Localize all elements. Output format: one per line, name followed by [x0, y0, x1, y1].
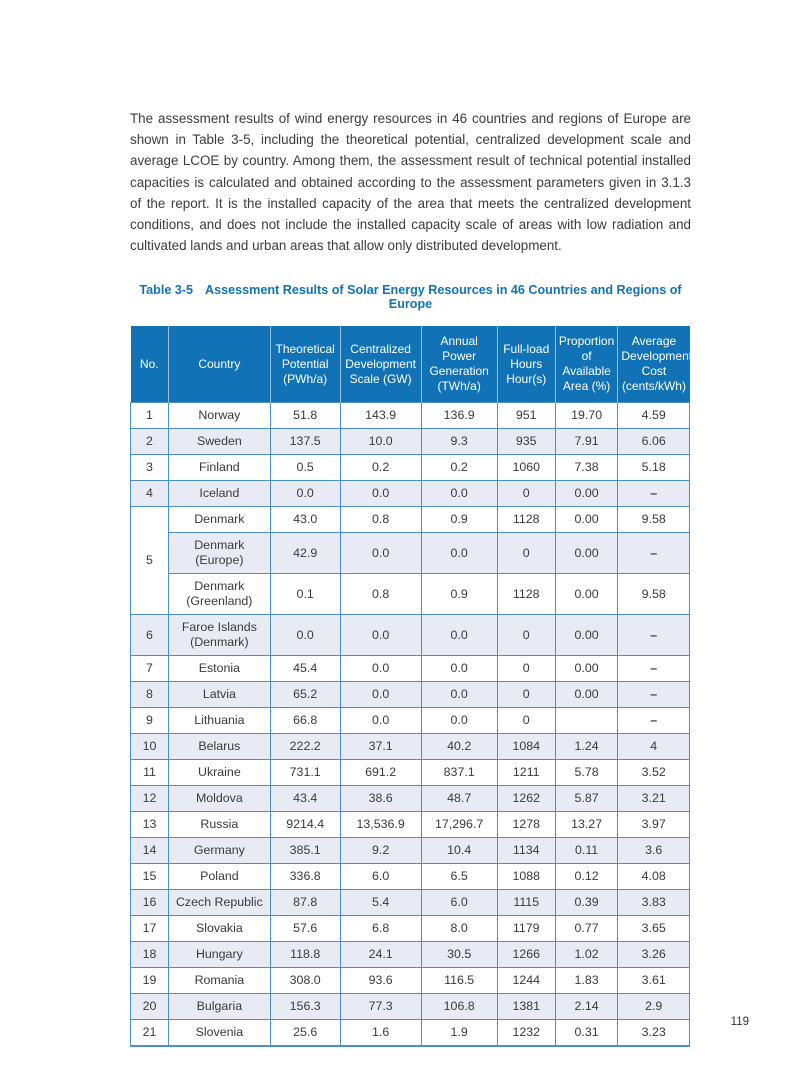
value-cell: 0.5 [270, 455, 340, 481]
value-cell: 1134 [497, 838, 555, 864]
country-cell: Belarus [169, 734, 271, 760]
value-cell: 7.38 [555, 455, 618, 481]
value-cell: 42.9 [270, 533, 340, 574]
country-cell: Hungary [169, 942, 271, 968]
value-cell: 5.87 [555, 786, 618, 812]
value-cell: 0.0 [340, 533, 421, 574]
column-header-theoretical-potential: Theoretical Potential (PWh/a) [270, 326, 340, 403]
table-body [131, 403, 690, 1047]
value-cell: 0.00 [555, 615, 618, 656]
value-cell: 93.6 [340, 968, 421, 994]
country-cell: Ukraine [169, 760, 271, 786]
value-cell: 0.9 [421, 507, 497, 533]
value-cell: 222.2 [270, 734, 340, 760]
row-number-cell: 3 [131, 455, 169, 481]
value-cell: 48.7 [421, 786, 497, 812]
table-row [131, 864, 690, 890]
value-cell: 0.12 [555, 864, 618, 890]
row-number-cell: 5 [131, 507, 169, 615]
value-cell: 156.3 [270, 994, 340, 1020]
value-cell: 0.0 [340, 708, 421, 734]
value-cell: 1262 [497, 786, 555, 812]
value-cell: 118.8 [270, 942, 340, 968]
value-cell: 10.4 [421, 838, 497, 864]
value-cell: 17,296.7 [421, 812, 497, 838]
value-cell: 0.00 [555, 656, 618, 682]
country-cell: Moldova [169, 786, 271, 812]
value-cell: 116.5 [421, 968, 497, 994]
table-row [131, 890, 690, 916]
value-cell: 0.0 [340, 481, 421, 507]
value-cell: 9.58 [618, 574, 690, 615]
value-cell: 0 [497, 615, 555, 656]
value-cell: 385.1 [270, 838, 340, 864]
value-cell: – [618, 708, 690, 734]
value-cell: 308.0 [270, 968, 340, 994]
value-cell: 143.9 [340, 403, 421, 429]
column-header-average-development-cost: Average Development Cost (cents/kWh) [618, 326, 690, 403]
value-cell: 30.5 [421, 942, 497, 968]
row-number-cell: 19 [131, 968, 169, 994]
value-cell: 1088 [497, 864, 555, 890]
row-number-cell: 2 [131, 429, 169, 455]
value-cell: 43.0 [270, 507, 340, 533]
value-cell: 51.8 [270, 403, 340, 429]
value-cell: 3.61 [618, 968, 690, 994]
column-header-no: No. [131, 326, 169, 403]
value-cell: 691.2 [340, 760, 421, 786]
table-caption [130, 283, 691, 311]
value-cell [555, 708, 618, 734]
country-cell: Czech Republic [169, 890, 271, 916]
country-cell: Slovenia [169, 1020, 271, 1047]
country-cell: Bulgaria [169, 994, 271, 1020]
value-cell: 0.39 [555, 890, 618, 916]
table-row [131, 708, 690, 734]
value-cell: 1381 [497, 994, 555, 1020]
value-cell: 0.0 [421, 615, 497, 656]
value-cell: 9214.4 [270, 812, 340, 838]
value-cell: 0.0 [340, 656, 421, 682]
table-header-row [131, 326, 690, 403]
value-cell: 8.0 [421, 916, 497, 942]
value-cell: 1.9 [421, 1020, 497, 1047]
row-number-cell: 6 [131, 615, 169, 656]
value-cell: 0.0 [340, 682, 421, 708]
value-cell: 0.2 [421, 455, 497, 481]
value-cell: 3.6 [618, 838, 690, 864]
value-cell: 3.97 [618, 812, 690, 838]
table-row [131, 1020, 690, 1047]
row-number-cell: 7 [131, 656, 169, 682]
value-cell: 5.18 [618, 455, 690, 481]
table-caption-label: Table 3-5 [139, 283, 194, 298]
country-cell: Latvia [169, 682, 271, 708]
row-number-cell: 9 [131, 708, 169, 734]
row-number-cell: 12 [131, 786, 169, 812]
value-cell: 0.0 [421, 656, 497, 682]
value-cell: 336.8 [270, 864, 340, 890]
value-cell: 0.2 [340, 455, 421, 481]
row-number-cell: 14 [131, 838, 169, 864]
column-header-proportion-available-area: Proportion of Available Area (%) [555, 326, 618, 403]
value-cell: 13.27 [555, 812, 618, 838]
value-cell: 2.14 [555, 994, 618, 1020]
column-header-centralized-development-scale: Centralized Development Scale (GW) [340, 326, 421, 403]
value-cell: 37.1 [340, 734, 421, 760]
value-cell: 77.3 [340, 994, 421, 1020]
country-cell: Lithuania [169, 708, 271, 734]
value-cell: 0.8 [340, 574, 421, 615]
value-cell: 731.1 [270, 760, 340, 786]
row-number-cell: 13 [131, 812, 169, 838]
table-caption-text: Assessment Results of Solar Energy Resources in 46 Countries and Regions of Europe [205, 283, 682, 312]
value-cell: 0.0 [421, 481, 497, 507]
value-cell: 6.06 [618, 429, 690, 455]
table-row [131, 916, 690, 942]
value-cell: 1.24 [555, 734, 618, 760]
value-cell: 1232 [497, 1020, 555, 1047]
country-cell: Slovakia [169, 916, 271, 942]
value-cell: 0.00 [555, 533, 618, 574]
value-cell: 837.1 [421, 760, 497, 786]
value-cell: 1.02 [555, 942, 618, 968]
assessment-results-table [130, 326, 693, 1047]
row-number-cell: 18 [131, 942, 169, 968]
table-row [131, 615, 690, 656]
value-cell: 5.78 [555, 760, 618, 786]
table-row [131, 656, 690, 682]
row-number-cell: 21 [131, 1020, 169, 1047]
value-cell: 1115 [497, 890, 555, 916]
column-header-annual-power-generation: Annual Power Generation (TWh/a) [421, 326, 497, 403]
table-row [131, 838, 690, 864]
value-cell: 3.52 [618, 760, 690, 786]
table-row [131, 403, 690, 429]
value-cell: 3.65 [618, 916, 690, 942]
table-row [131, 734, 690, 760]
country-cell: Germany [169, 838, 271, 864]
value-cell: 935 [497, 429, 555, 455]
value-cell: 0.31 [555, 1020, 618, 1047]
value-cell: 0.0 [340, 615, 421, 656]
value-cell: 87.8 [270, 890, 340, 916]
row-number-cell: 1 [131, 403, 169, 429]
value-cell: 1278 [497, 812, 555, 838]
value-cell: 13,536.9 [340, 812, 421, 838]
value-cell: 1128 [497, 507, 555, 533]
value-cell: 0.77 [555, 916, 618, 942]
country-cell: Sweden [169, 429, 271, 455]
row-number-cell: 10 [131, 734, 169, 760]
value-cell: 136.9 [421, 403, 497, 429]
table-row [131, 481, 690, 507]
value-cell: 0 [497, 533, 555, 574]
value-cell: 0.00 [555, 481, 618, 507]
table-row [131, 994, 690, 1020]
value-cell: 0 [497, 708, 555, 734]
table-row [131, 942, 690, 968]
value-cell: 0 [497, 481, 555, 507]
value-cell: 1060 [497, 455, 555, 481]
page-content [130, 0, 691, 1047]
row-number-cell: 17 [131, 916, 169, 942]
value-cell: 3.23 [618, 1020, 690, 1047]
value-cell: 45.4 [270, 656, 340, 682]
value-cell: 3.21 [618, 786, 690, 812]
value-cell: 1128 [497, 574, 555, 615]
value-cell: – [618, 481, 690, 507]
intro-paragraph: The assessment results of wind energy resources in 46 countries and regions of Europe are shown in Table 3-5, including the theoretical potential, centralized development scale and average LCOE by country. Among them, the assessment result of technical potential installed capacities is calculated and obtained according to the assessment parameters given in 3.1.3 of the report. It is the installed capacity of the area that meets the centralized development conditions, and does not include the installed capacity scale of areas with low radiation and cultivated lands and urban areas that allow only distributed development. [130, 111, 691, 254]
value-cell: 0 [497, 682, 555, 708]
value-cell: 0.0 [421, 708, 497, 734]
value-cell: 106.8 [421, 994, 497, 1020]
value-cell: 9.2 [340, 838, 421, 864]
value-cell: 6.5 [421, 864, 497, 890]
value-cell: 65.2 [270, 682, 340, 708]
country-cell: Iceland [169, 481, 271, 507]
value-cell: 0.00 [555, 682, 618, 708]
country-cell: Denmark [169, 507, 271, 533]
value-cell: 66.8 [270, 708, 340, 734]
value-cell: 0.00 [555, 574, 618, 615]
value-cell: 137.5 [270, 429, 340, 455]
country-cell: Estonia [169, 656, 271, 682]
value-cell: 0.1 [270, 574, 340, 615]
value-cell: 0.00 [555, 507, 618, 533]
value-cell: 9.3 [421, 429, 497, 455]
country-cell: Russia [169, 812, 271, 838]
value-cell: 19.70 [555, 403, 618, 429]
value-cell: 1266 [497, 942, 555, 968]
row-number-cell: 20 [131, 994, 169, 1020]
country-cell: Faroe Islands (Denmark) [169, 615, 271, 656]
value-cell: 43.4 [270, 786, 340, 812]
table-header [131, 326, 693, 403]
value-cell: 951 [497, 403, 555, 429]
value-cell: 1084 [497, 734, 555, 760]
table-row [131, 574, 690, 615]
value-cell: 2.9 [618, 994, 690, 1020]
table-row [131, 429, 690, 455]
value-cell: – [618, 656, 690, 682]
row-number-cell: 4 [131, 481, 169, 507]
value-cell: 1244 [497, 968, 555, 994]
country-cell: Denmark (Greenland) [169, 574, 271, 615]
column-header-full-load-hours: Full-load Hours Hour(s) [497, 326, 555, 403]
value-cell: 0.8 [340, 507, 421, 533]
country-cell: Finland [169, 455, 271, 481]
value-cell: 0.0 [421, 533, 497, 574]
value-cell: – [618, 682, 690, 708]
value-cell: 0.9 [421, 574, 497, 615]
country-cell: Denmark (Europe) [169, 533, 271, 574]
value-cell: 1179 [497, 916, 555, 942]
value-cell: 6.0 [340, 864, 421, 890]
row-number-cell: 16 [131, 890, 169, 916]
value-cell: 1.83 [555, 968, 618, 994]
value-cell: 38.6 [340, 786, 421, 812]
value-cell: 1.6 [340, 1020, 421, 1047]
value-cell: 6.0 [421, 890, 497, 916]
value-cell: 4.59 [618, 403, 690, 429]
value-cell: 25.6 [270, 1020, 340, 1047]
row-number-cell: 8 [131, 682, 169, 708]
value-cell: 0 [497, 656, 555, 682]
table-row [131, 760, 690, 786]
value-cell: 40.2 [421, 734, 497, 760]
value-cell: 0.0 [270, 615, 340, 656]
value-cell: 0.11 [555, 838, 618, 864]
value-cell: – [618, 533, 690, 574]
table-row [131, 812, 690, 838]
value-cell: 9.58 [618, 507, 690, 533]
table-row [131, 786, 690, 812]
column-header-country: Country [169, 326, 271, 403]
country-cell: Romania [169, 968, 271, 994]
value-cell: 4.08 [618, 864, 690, 890]
value-cell: 0.0 [270, 481, 340, 507]
country-cell: Norway [169, 403, 271, 429]
value-cell: 4 [618, 734, 690, 760]
country-cell: Poland [169, 864, 271, 890]
value-cell: 7.91 [555, 429, 618, 455]
value-cell: 24.1 [340, 942, 421, 968]
table-row [131, 533, 690, 574]
value-cell: 0.0 [421, 682, 497, 708]
value-cell: 3.83 [618, 890, 690, 916]
value-cell: 6.8 [340, 916, 421, 942]
row-number-cell: 11 [131, 760, 169, 786]
value-cell: 10.0 [340, 429, 421, 455]
value-cell: 1211 [497, 760, 555, 786]
value-cell: 57.6 [270, 916, 340, 942]
page-number: 119 [730, 1016, 749, 1028]
table-row [131, 968, 690, 994]
table-row [131, 455, 690, 481]
value-cell: 5.4 [340, 890, 421, 916]
table-row [131, 682, 690, 708]
value-cell: – [618, 615, 690, 656]
table-row [131, 507, 690, 533]
row-number-cell: 15 [131, 864, 169, 890]
value-cell: 3.26 [618, 942, 690, 968]
